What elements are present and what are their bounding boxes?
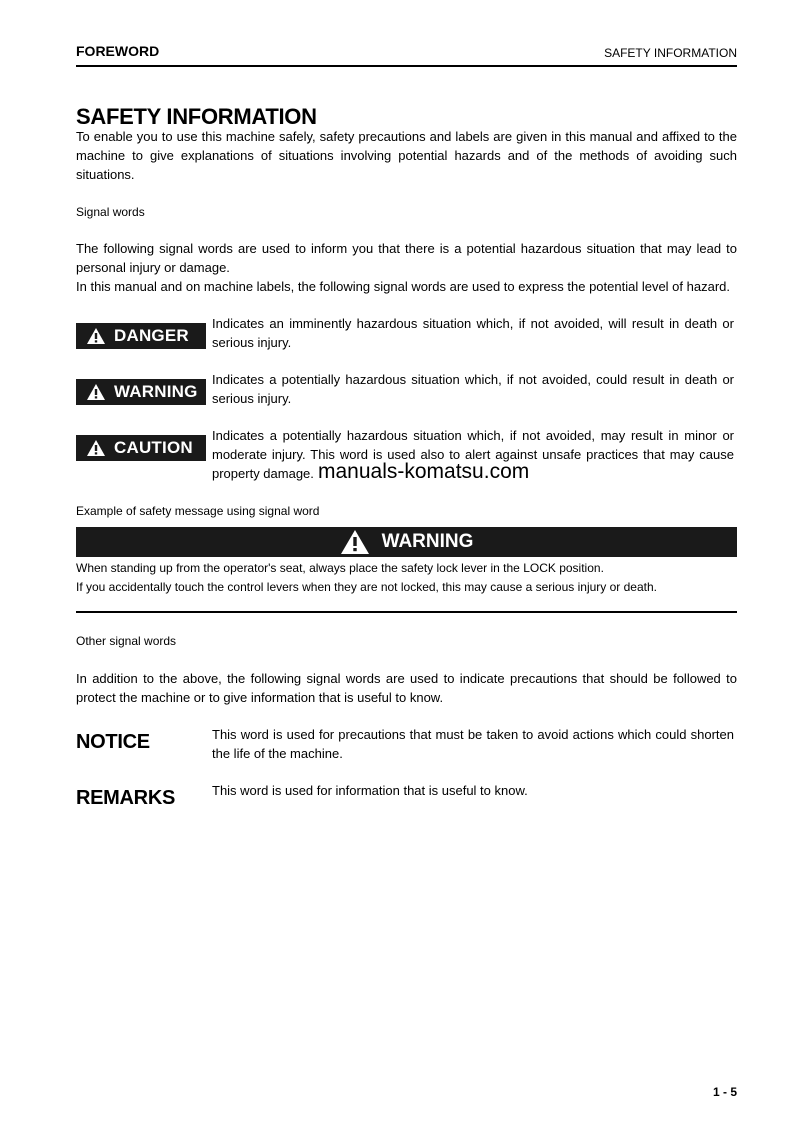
signal-words-heading: Signal words xyxy=(76,205,145,219)
example-heading: Example of safety message using signal word xyxy=(76,504,320,518)
example-bottom-rule xyxy=(76,611,737,613)
header-section-title: FOREWORD xyxy=(76,43,160,59)
alert-triangle-icon xyxy=(86,439,106,457)
notice-label: NOTICE xyxy=(76,731,150,753)
header-chapter-title: SAFETY INFORMATION xyxy=(604,46,737,60)
signal-words-paragraph-1: The following signal words are used to inform you that there is a potential hazardous situation that may lead to personal injury or damage. xyxy=(76,241,737,275)
signal-words-paragraph-2: In this manual and on machine labels, the following signal words are used to express the potential level of hazard. xyxy=(76,279,730,294)
warning-label-text: WARNING xyxy=(114,382,198,401)
remarks-description: This word is used for information that is useful to know. xyxy=(212,783,528,798)
other-signal-words-paragraph: In addition to the above, the following signal words are used to indicate precautions that should be followed to protect the machine or to give information that is useful to know. xyxy=(76,671,737,705)
alert-triangle-icon xyxy=(86,327,106,345)
other-signal-words-heading: Other signal words xyxy=(76,634,177,648)
warning-description: Indicates a potentially hazardous situation which, if not avoided, could result in death or serious injury. xyxy=(212,372,734,406)
danger-label-text: DANGER xyxy=(114,326,189,345)
notice-description: This word is used for precautions that must be taken to avoid actions which could shorten the life of the machine. xyxy=(212,727,734,761)
header-rule xyxy=(76,65,737,67)
remarks-label: REMARKS xyxy=(76,787,176,809)
intro-paragraph: To enable you to use this machine safely, safety precautions and labels are given in this manual and affixed to the machine to give explanations of situations involving potential hazards and of the methods of avoiding such situations. xyxy=(76,129,737,182)
page-title: SAFETY INFORMATION xyxy=(76,104,317,129)
danger-label xyxy=(76,323,206,349)
watermark-text: manuals-komatsu.com xyxy=(318,460,530,483)
example-warning-label: WARNING xyxy=(381,531,474,552)
alert-triangle-icon xyxy=(86,383,106,401)
warning-label xyxy=(76,379,206,405)
example-warning-bar xyxy=(76,527,737,557)
danger-description: Indicates an imminently hazardous situation which, if not avoided, will result in death or serious injury. xyxy=(212,316,734,350)
example-line-1: When standing up from the operator's seat, always place the safety lock lever in the LOCK position. xyxy=(76,561,604,575)
caution-label xyxy=(76,435,206,461)
page-number: 1 - 5 xyxy=(712,1085,737,1099)
caution-label-text: CAUTION xyxy=(114,438,193,457)
example-line-2: If you accidentally touch the control levers when they are not locked, this may cause a serious injury or death. xyxy=(76,580,657,594)
caution-description: Indicates a potentially hazardous situation which, if not avoided, may result in minor or moderate injury. This word is used also to alert against unsafe practices that may cause property damage. xyxy=(212,428,734,481)
alert-triangle-icon xyxy=(340,529,370,555)
